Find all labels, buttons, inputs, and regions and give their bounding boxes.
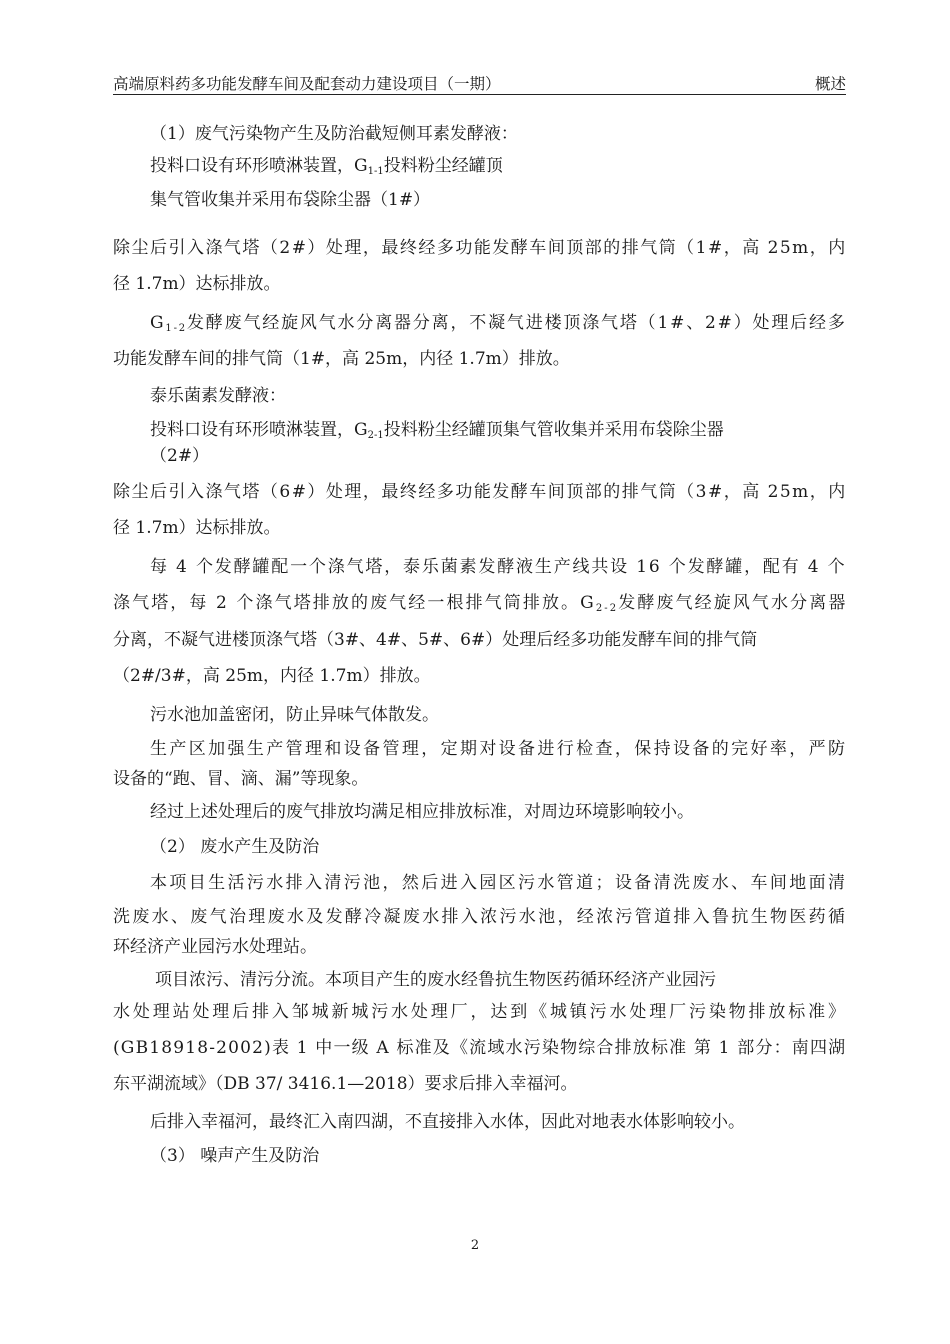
text-line-4	[113, 236, 847, 260]
running-header	[113, 72, 846, 95]
text-line-24	[113, 935, 317, 959]
text-line-15	[113, 628, 757, 652]
text-line-26	[113, 1000, 848, 1024]
text-run: 后排入幸福河，最终汇入南四湖，不直接排入水体，因此对地表水体影响较小。	[150, 1112, 745, 1132]
subscript: 1-2	[165, 323, 187, 334]
text-run: G	[150, 313, 166, 333]
text-run: 除尘后引入涤气塔（6#）处理，最终经多功能发酵车间顶部的排气筒（3#，高 25m，内	[113, 482, 847, 502]
subscript: 2-2	[595, 603, 619, 614]
text-line-8	[150, 384, 286, 408]
text-line-29	[150, 1110, 745, 1134]
text-run: 泰乐菌素发酵液：	[150, 386, 286, 406]
text-line-23	[113, 905, 847, 929]
header-section: 概述	[814, 75, 846, 93]
text-run: 功能发酵车间的排气筒（1#，高 25m，内径 1.7m）排放。	[113, 349, 570, 369]
text-run: 东平湖流域》（DB 37/ 3416.1—2018）要求后排入幸福河。	[113, 1074, 578, 1094]
text-line-25	[155, 968, 716, 992]
text-run: （2#）	[150, 446, 210, 466]
subscript: 1-1	[367, 166, 384, 177]
text-run: （2#/3#，高 25m，内径 1.7m）排放。	[113, 666, 431, 686]
text-line-9	[150, 418, 724, 448]
text-line-28	[113, 1072, 578, 1096]
text-line-19	[113, 767, 368, 791]
text-line-1	[150, 122, 518, 146]
text-run: 除尘后引入涤气塔（2#）处理，最终经多功能发酵车间顶部的排气筒（1#，高 25m，内	[113, 238, 847, 258]
text-line-10	[150, 444, 209, 468]
text-run: 经过上述处理后的废气排放均满足相应排放标准，对周边环境影响较小。	[150, 802, 694, 822]
text-run: 投料口设有环形喷淋装置，G	[150, 156, 368, 176]
text-run: （3） 噪声产生及防治	[150, 1146, 320, 1166]
text-line-5	[113, 272, 281, 296]
text-line-14	[113, 591, 847, 621]
text-line-12	[113, 516, 281, 540]
text-line-7	[113, 347, 570, 371]
text-line-17	[150, 703, 439, 727]
text-run: 径 1.7m）达标排放。	[113, 274, 281, 294]
text-line-2	[150, 154, 503, 184]
text-line-16	[113, 664, 431, 688]
text-run: 投料粉尘经罐顶集气管收集并采用布袋除尘器	[383, 420, 724, 440]
header-title: 高端原料药多功能发酵车间及配套动力建设项目（一期）	[113, 75, 501, 93]
text-line-27	[113, 1036, 846, 1060]
text-run: （1）废气污染物产生及防治截短侧耳素发酵液：	[150, 124, 518, 144]
text-run: 水处理站处理后排入邹城新城污水处理厂，达到《城镇污水处理厂污染物排放标准》	[113, 1002, 848, 1022]
text-run: 设备的“跑、冒、滴、漏”等现象。	[113, 769, 369, 789]
text-run: 本项目生活污水排入清污池，然后进入园区污水管道；设备清洗废水、车间地面清	[150, 873, 848, 893]
text-run: 发酵废气经旋风气水分离器分离，不凝气进楼顶涤气塔（1#、2#）处理后经多	[186, 313, 847, 333]
text-line-21	[150, 835, 319, 859]
text-run: 污水池加盖密闭，防止异味气体散发。	[150, 705, 439, 725]
text-run: 每 4 个发酵罐配一个涤气塔，泰乐菌素发酵液生产线共设 16 个发酵罐，配有 4 个	[150, 557, 847, 577]
text-run: 生产区加强生产管理和设备管理，定期对设备进行检查，保持设备的完好率，严防	[150, 739, 848, 759]
text-run: (GB18918-2002)表 1 中一级 A 标准及《流域水污染物综合排放标准 第 1 部分：南四湖	[113, 1038, 847, 1058]
subscript: 2-1	[367, 430, 384, 441]
text-run: 项目浓污、清污分流。本项目产生的废水经鲁抗生物医药循环经济产业园污	[155, 970, 716, 990]
text-line-22	[150, 871, 847, 895]
text-run: 涤气塔，每 2 个涤气塔排放的废气经一根排气筒排放。G	[113, 593, 596, 613]
text-run: （2） 废水产生及防治	[150, 837, 320, 857]
text-run: 径 1.7m）达标排放。	[113, 518, 281, 538]
text-line-13	[150, 555, 847, 579]
text-line-18	[150, 737, 847, 761]
text-run: 投料粉尘经罐顶	[383, 156, 503, 176]
text-run: 洗废水、废气治理废水及发酵冷凝废水排入浓污水池，经浓污管道排入鲁抗生物医药循	[113, 907, 848, 927]
text-line-20	[150, 800, 694, 824]
text-run: 集气管收集并采用布袋除尘器（1#）	[150, 190, 431, 210]
page-number: 2	[470, 1238, 480, 1253]
text-run: 投料口设有环形喷淋装置，G	[150, 420, 368, 440]
text-line-11	[113, 480, 847, 504]
text-line-3	[150, 188, 430, 212]
text-line-6	[150, 311, 847, 341]
text-run: 环经济产业园污水处理站。	[113, 937, 317, 957]
text-line-30	[150, 1144, 319, 1168]
text-run: 分离，不凝气进楼顶涤气塔（3#、4#、5#、6#）处理后经多功能发酵车间的排气筒	[113, 630, 758, 650]
text-run: 发酵废气经旋风气水分离器	[618, 593, 848, 613]
